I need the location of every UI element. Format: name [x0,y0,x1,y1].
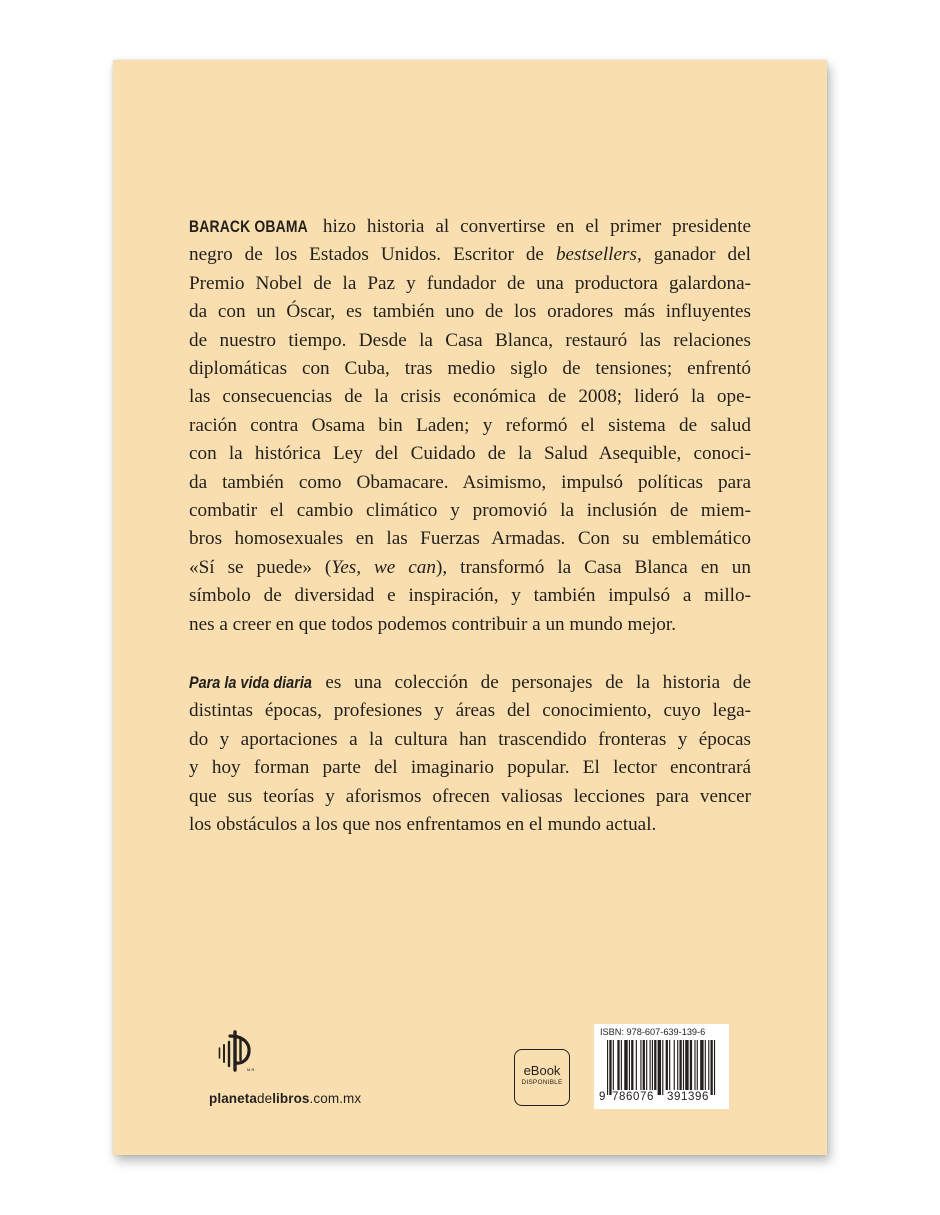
text-line [189,213,751,241]
text-segment: da con un Óscar, es también uno de los oradores más influyentes [189,301,751,323]
text-line [189,440,751,468]
text-line [189,497,751,525]
book-back-cover [113,60,827,1155]
barcode-bar [697,1040,698,1090]
barcode-bar [658,1040,661,1095]
author-bio [189,213,751,639]
barcode-bar [654,1040,656,1090]
text-segment: Premio Nobel de la Paz y fundador de una productora galardona- [189,272,751,294]
barcode-bar [700,1040,703,1090]
barcode-bar [662,1040,663,1095]
text-line [189,783,751,811]
barcode-bar [666,1040,668,1090]
text-segment: de nuestro tiempo. Desde la Casa Blanca, restauró las relaciones [189,329,751,351]
barcode-bar [674,1040,675,1090]
italic-segment: bestsellers [555,244,637,266]
text-segment: do y aportaciones a la cultura han trascendido fronteras y épocas [189,728,751,750]
text-line [189,298,751,326]
text-segment: combatir el cambio climático y promovió la inclusión de miem- [189,500,751,522]
barcode-bar [646,1040,647,1090]
barcode-bar [629,1040,630,1090]
series-title: Para la vida diaria [189,673,312,692]
text-line [189,611,751,639]
barcode-bars [597,1040,726,1098]
text-segment: «Sí se puede» ( [189,556,332,578]
barcode-bar [708,1040,709,1090]
website-part-planeta: planeta [209,1091,257,1106]
text-segment: bros homosexuales en las Fuerzas Armadas. Con su emblemático [189,528,751,550]
text-segment: hizo historia al convertirse en el primer presidente [312,216,751,237]
text-line [189,383,751,411]
text-segment: nes a creer en que todos podemos contribuir a un mundo mejor. [189,613,677,635]
italic-segment: Yes, we can [331,556,436,578]
text-line [189,669,751,697]
logo-mark-text: M.R. [247,1067,256,1072]
barcode-bar [621,1040,622,1090]
isbn-number: ISBN: 978-607-639-139-6 [600,1027,706,1037]
text-line [189,697,751,725]
barcode-bar [714,1040,715,1095]
barcode-bar [705,1040,706,1090]
text-line [189,811,751,839]
text-line [189,582,751,610]
text-segment: distintas épocas, profesiones y áreas del conocimiento, cuyo lega- [189,700,751,722]
ebook-available-badge [514,1049,570,1106]
text-line [189,412,751,440]
text-segment: ración contra Osama bin Laden; y reformó el sistema de salud [189,414,751,436]
barcode-bar [613,1040,614,1090]
barcode-bar [640,1040,641,1090]
barcode-digits-left: 786076 [612,1091,654,1103]
ebook-sublabel: DISPONIBLE [521,1079,563,1086]
text-segment: y hoy forman parte del imaginario popular. El lector encontrará [189,757,751,779]
text-line [189,241,751,269]
text-line [189,355,751,383]
publisher-website[interactable] [209,1091,361,1106]
barcode-digit-first: 9 [599,1091,606,1103]
planeta-logo-icon [216,1030,256,1074]
ebook-label: eBook [523,1063,561,1078]
text-line [189,270,751,298]
text-line [189,726,751,754]
text-segment: las consecuencias de la crisis económica de 2008; lideró la ope- [189,386,751,408]
isbn-barcode [594,1024,729,1109]
text-segment: diplomáticas con Cuba, tras medio siglo de tensiones; enfrentó [189,358,751,380]
text-segment: da también como Obamacare. Asimismo, impulsó políticas para [189,471,751,493]
text-segment: negro de los Estados Unidos. Escritor de [189,244,556,266]
text-segment: , ganador del [636,244,751,266]
barcode-bar [631,1040,633,1090]
text-line [189,327,751,355]
text-line [189,525,751,553]
text-line [189,554,751,582]
barcode-bar [609,1040,611,1095]
text-segment: con la histórica Ley del Cuidado de la Salud Asequible, conoci- [189,443,751,465]
text-segment: ), transformó la Casa Blanca en un [436,556,751,578]
barcode-bar [690,1040,692,1090]
barcode-bar [694,1040,695,1090]
barcode-bar [683,1040,684,1090]
text-line [189,469,751,497]
series-description [189,669,751,839]
barcode-bar [617,1040,619,1090]
barcode-digits-right: 391396 [667,1091,709,1103]
barcode-bar [636,1040,637,1090]
text-line [189,754,751,782]
text-segment: símbolo de diversidad e inspiración, y también impulsó a millo- [189,585,751,607]
barcode-bar [607,1040,608,1095]
barcode-bar [650,1040,651,1090]
barcode-bar [669,1040,670,1090]
barcode-bar [624,1040,627,1090]
text-segment: los obstáculos a los que nos enfrentamos en el mundo actual. [189,814,657,836]
text-segment: es una colección de personajes de la historia de [312,672,751,693]
barcode-bar [677,1040,678,1090]
barcode-bar [711,1040,713,1095]
website-part-libros: libros [272,1091,310,1106]
barcode-bar [685,1040,688,1090]
barcode-bar [679,1040,681,1090]
barcode-bar [643,1040,645,1090]
barcode-bar [652,1040,653,1090]
text-segment: que sus teorías y aforismos ofrecen valiosas lecciones para vencer [189,785,751,807]
website-part-de: de [256,1091,273,1106]
website-part-domain: .com.mx [309,1091,362,1106]
author-name: BARACK OBAMA [189,217,308,236]
